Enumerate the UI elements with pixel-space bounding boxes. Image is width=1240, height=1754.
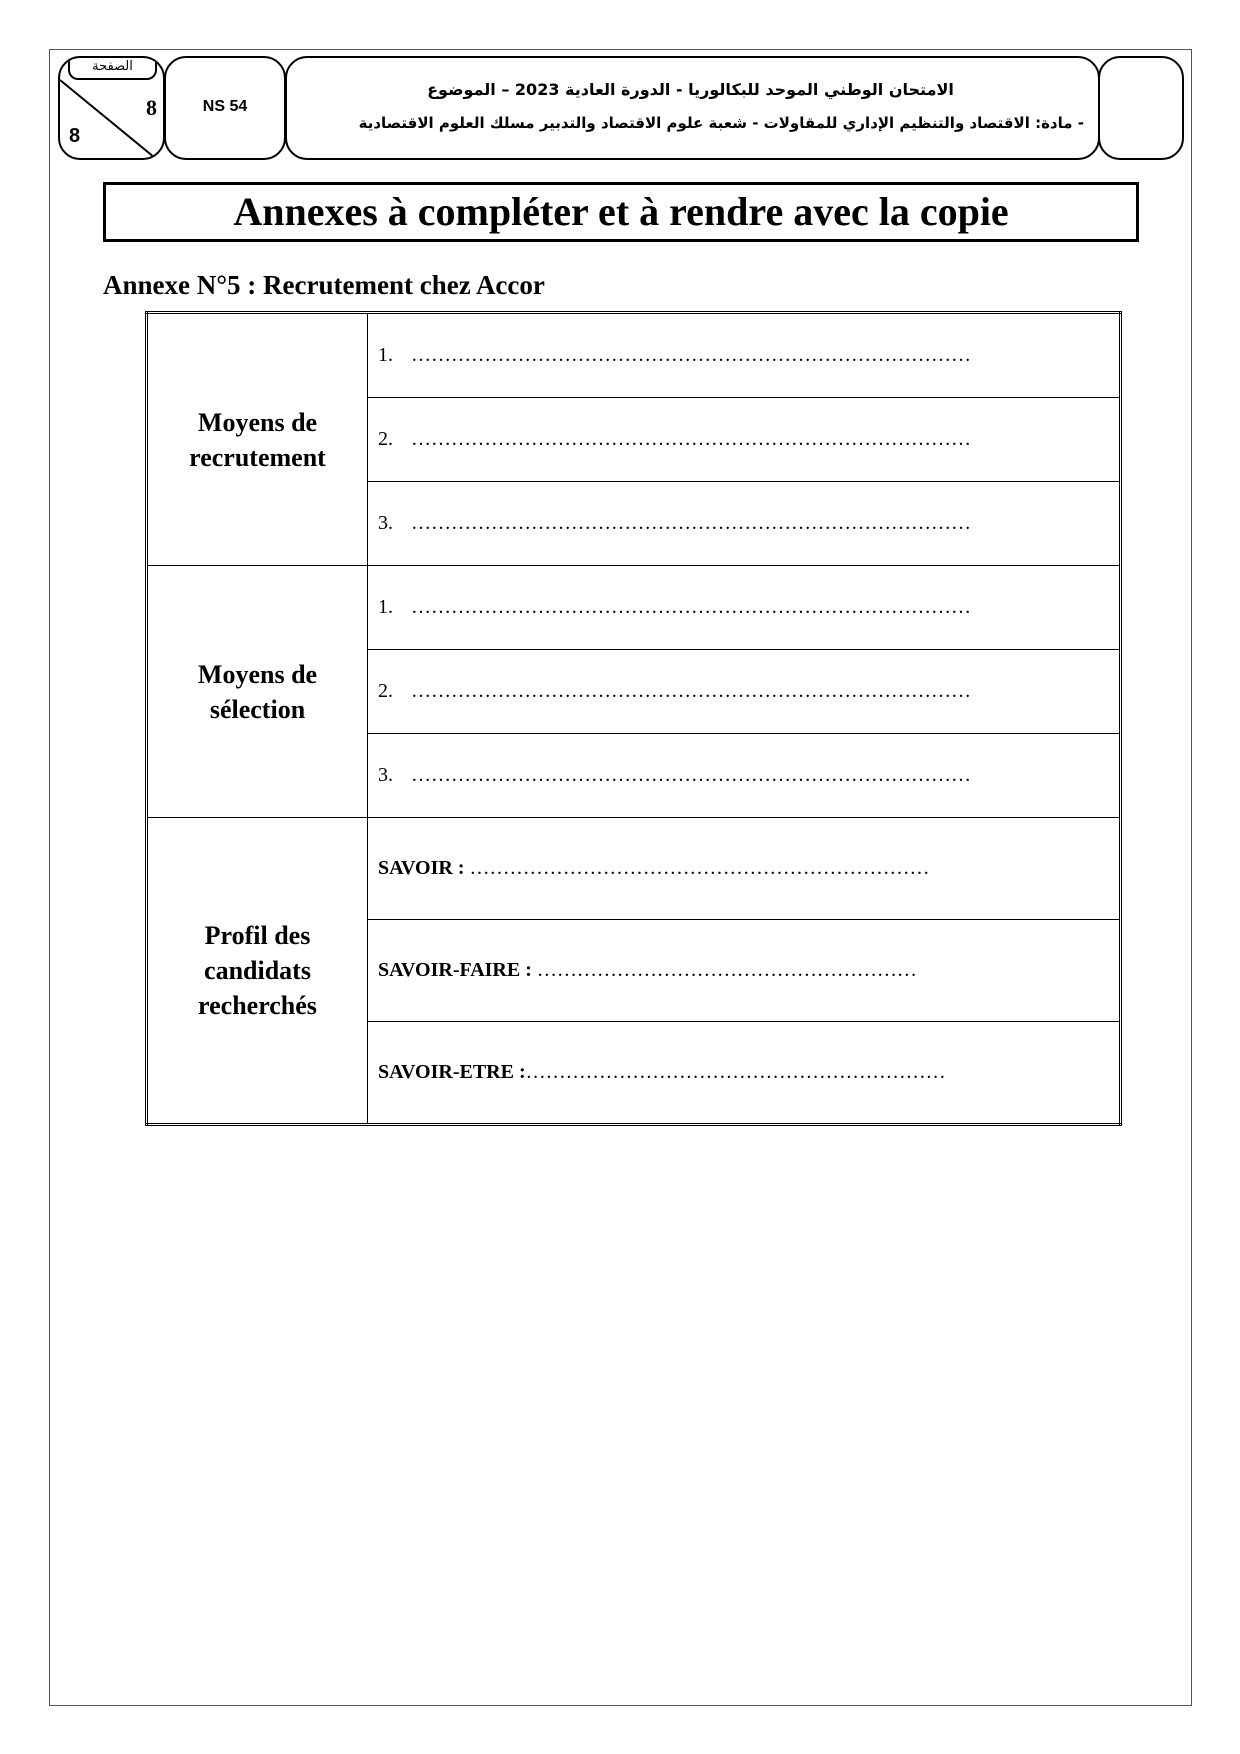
answer-line[interactable]: 3. …………………………………………………………………………: [368, 734, 1121, 818]
exam-code-box: [164, 56, 286, 160]
header-blank-box: [1098, 56, 1184, 160]
page-total: 8: [69, 125, 81, 147]
answer-line[interactable]: 1. …………………………………………………………………………: [368, 313, 1121, 398]
page-label: الصفحة: [68, 56, 157, 80]
annex-title: Annexe N°5 : Recrutement chez Accor: [103, 270, 545, 300]
page-current: 8: [146, 95, 157, 120]
table-row: [147, 566, 1121, 650]
answer-line[interactable]: SAVOIR-ETRE :………………………………………………………: [368, 1022, 1121, 1125]
annex-banner: Annexes à compléter et à rendre avec la copie: [103, 182, 1139, 242]
answer-line[interactable]: 1. …………………………………………………………………………: [368, 566, 1121, 650]
category-recruitment-means: Moyens de recrutement: [147, 313, 368, 566]
table-row: [147, 313, 1121, 398]
answer-line[interactable]: 3. …………………………………………………………………………: [368, 482, 1121, 566]
table-row: [147, 818, 1121, 920]
exam-title-line2: - مادة: الاقتصاد والتنظيم الإداري للمقاولات - شعبة علوم الاقتصاد والتدبير مسلك العلوم الاقتصادية: [358, 114, 1084, 132]
answer-line[interactable]: SAVOIR-FAIRE : …………………………………………………: [368, 920, 1121, 1022]
answer-line[interactable]: 2. …………………………………………………………………………: [368, 650, 1121, 734]
answer-line[interactable]: 2. …………………………………………………………………………: [368, 398, 1121, 482]
page-number-box: [58, 56, 165, 160]
annex-table: [145, 311, 1122, 1126]
exam-code: NS 54: [202, 98, 248, 115]
category-candidate-profile: Profil des candidats recherchés: [147, 818, 368, 1125]
exam-title-box: [285, 56, 1100, 160]
answer-line[interactable]: SAVOIR : ……………………………………………………………: [368, 818, 1121, 920]
category-selection-means: Moyens de sélection: [147, 566, 368, 818]
exam-title-line1: الامتحان الوطني الموحد للبكالوريا - الدورة العادية 2023 – الموضوع: [427, 80, 954, 99]
